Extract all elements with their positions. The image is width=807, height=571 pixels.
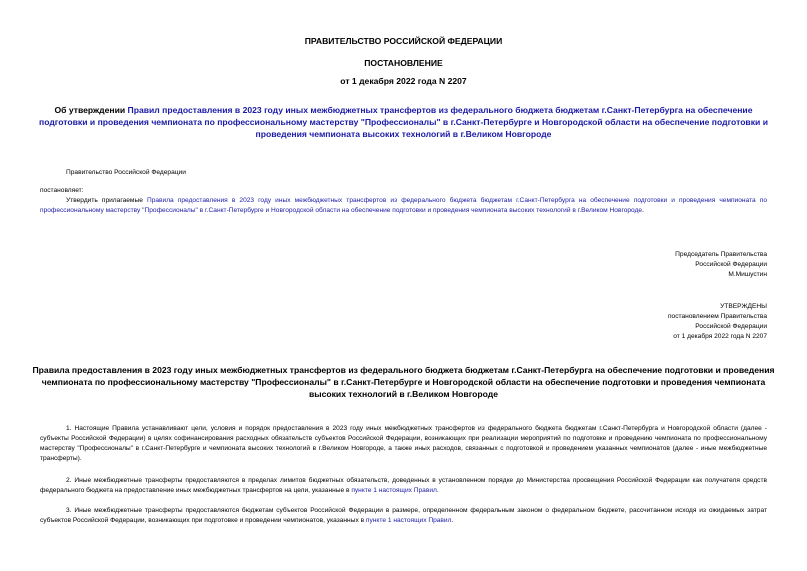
approved-block [507,302,767,342]
signature-name: М.Мишустин [728,271,767,278]
document-subject [30,104,777,140]
p2-end: . [436,487,439,494]
signature-org: Российской Федерации [695,261,767,268]
document-date-number: от 1 декабря 2022 года N 2207 [340,76,467,86]
signature-block [507,250,767,280]
rules-paragraph-2 [40,476,767,496]
p2-text: 2. Иные межбюджетные трансферты предоставляются в пределах лимитов бюджетных обязательств, доведенных в установленном порядке до Министерства просвещения Российской Федерации как получателя средств федерального бюджета на предоставление иных межбюджетных трансфертов на цели, указанные в [40,477,767,494]
approve-suffix: . [642,207,644,214]
decides-line: постановляет: [40,187,84,194]
rules-title: Правила предоставления в 2023 году иных межбюджетных трансфертов из федерального бюджета бюджетам г.Санкт-Петербурга на обеспечение подготовки и проведения чемпионата по профессиональному мастерству "Профессионалы" в г.Санкт-Петербурге и Новгородской области на обеспечение подготовки и проведения чемпионата высоких технологий в г.Великом Новгороде [32,365,775,399]
approved-by: постановлением Правительства [667,313,767,320]
approve-prefix: Утвердить прилагаемые [66,197,147,204]
p3-end: . [451,517,454,524]
document-type: ПОСТАНОВЛЕНИЕ [364,58,443,68]
approve-rules-link[interactable]: Правила предоставления в 2023 году иных межбюджетных трансфертов из федерального бюджета бюджетам г.Санкт-Петербурга на обеспечение подготовки и проведения чемпионата по профессиональному мастерству "Профессионалы" в г.Санкт-Петербурге и Новгородской области на обеспечение подготовки и проведения чемпионата высоких технологий в г.Великом Новгороде [40,197,767,214]
subject-prefix: Об утверждении [54,105,128,115]
approved-org: Российской Федерации [695,323,767,330]
approve-paragraph [40,196,767,216]
rules-paragraph-1: 1. Настоящие Правила устанавливают цели, условия и порядок предоставления в 2023 году иных межбюджетных трансфертов из федерального бюджета бюджетам г.Санкт-Петербурга и Новгородской области (далее - субъекты Российской Федерации) в целях софинансирования расходных обязательств субъектов Российской Федерации, возникающих при реализации мероприятий по подготовке и проведению чемпионата по профессиональному мастерству "Профессионалы" в г.Санкт-Петербурге и чемпионата высоких технологий в г.Великом Новгороде, а также иных расходов, связанных с подготовкой и проведением указанных чемпионатов (далее - иные межбюджетные трансферты). [40,425,767,462]
government-heading: ПРАВИТЕЛЬСТВО РОССИЙСКОЙ ФЕДЕРАЦИИ [304,36,503,46]
government-line: Правительство Российской Федерации [66,169,186,176]
subject-rules-link[interactable]: Правил предоставления в 2023 году иных межбюджетных трансфертов из федерального бюджета бюджетам г.Санкт-Петербурга на обеспечение подготовки и проведения чемпионата по профессиональному мастерству "Профессионалы" в г.Санкт-Петербурге и Новгородской области на обеспечение подготовки и проведения чемпионата высоких технологий в г.Великом Новгороде [39,105,768,139]
p3-rules-link[interactable]: пункте 1 настоящих Правил [365,517,452,524]
p2-rules-link[interactable]: пункте 1 настоящих Правил [351,487,437,494]
approved-date: от 1 декабря 2022 года N 2207 [673,333,767,340]
rules-paragraph-3 [40,506,767,526]
p3-text: 3. Иные межбюджетные трансферты предоставляются бюджетам субъектов Российской Федерации в размере, определенном федеральным законом о федеральном бюджете, рассчитанном исходя из ожидаемых затрат субъектов Российской Федерации, возникающих при подготовке и проведении чемпионатов, указанных в [40,507,767,524]
signature-title: Председатель Правительства [675,251,767,258]
approved-label: УТВЕРЖДЕНЫ [720,303,767,310]
